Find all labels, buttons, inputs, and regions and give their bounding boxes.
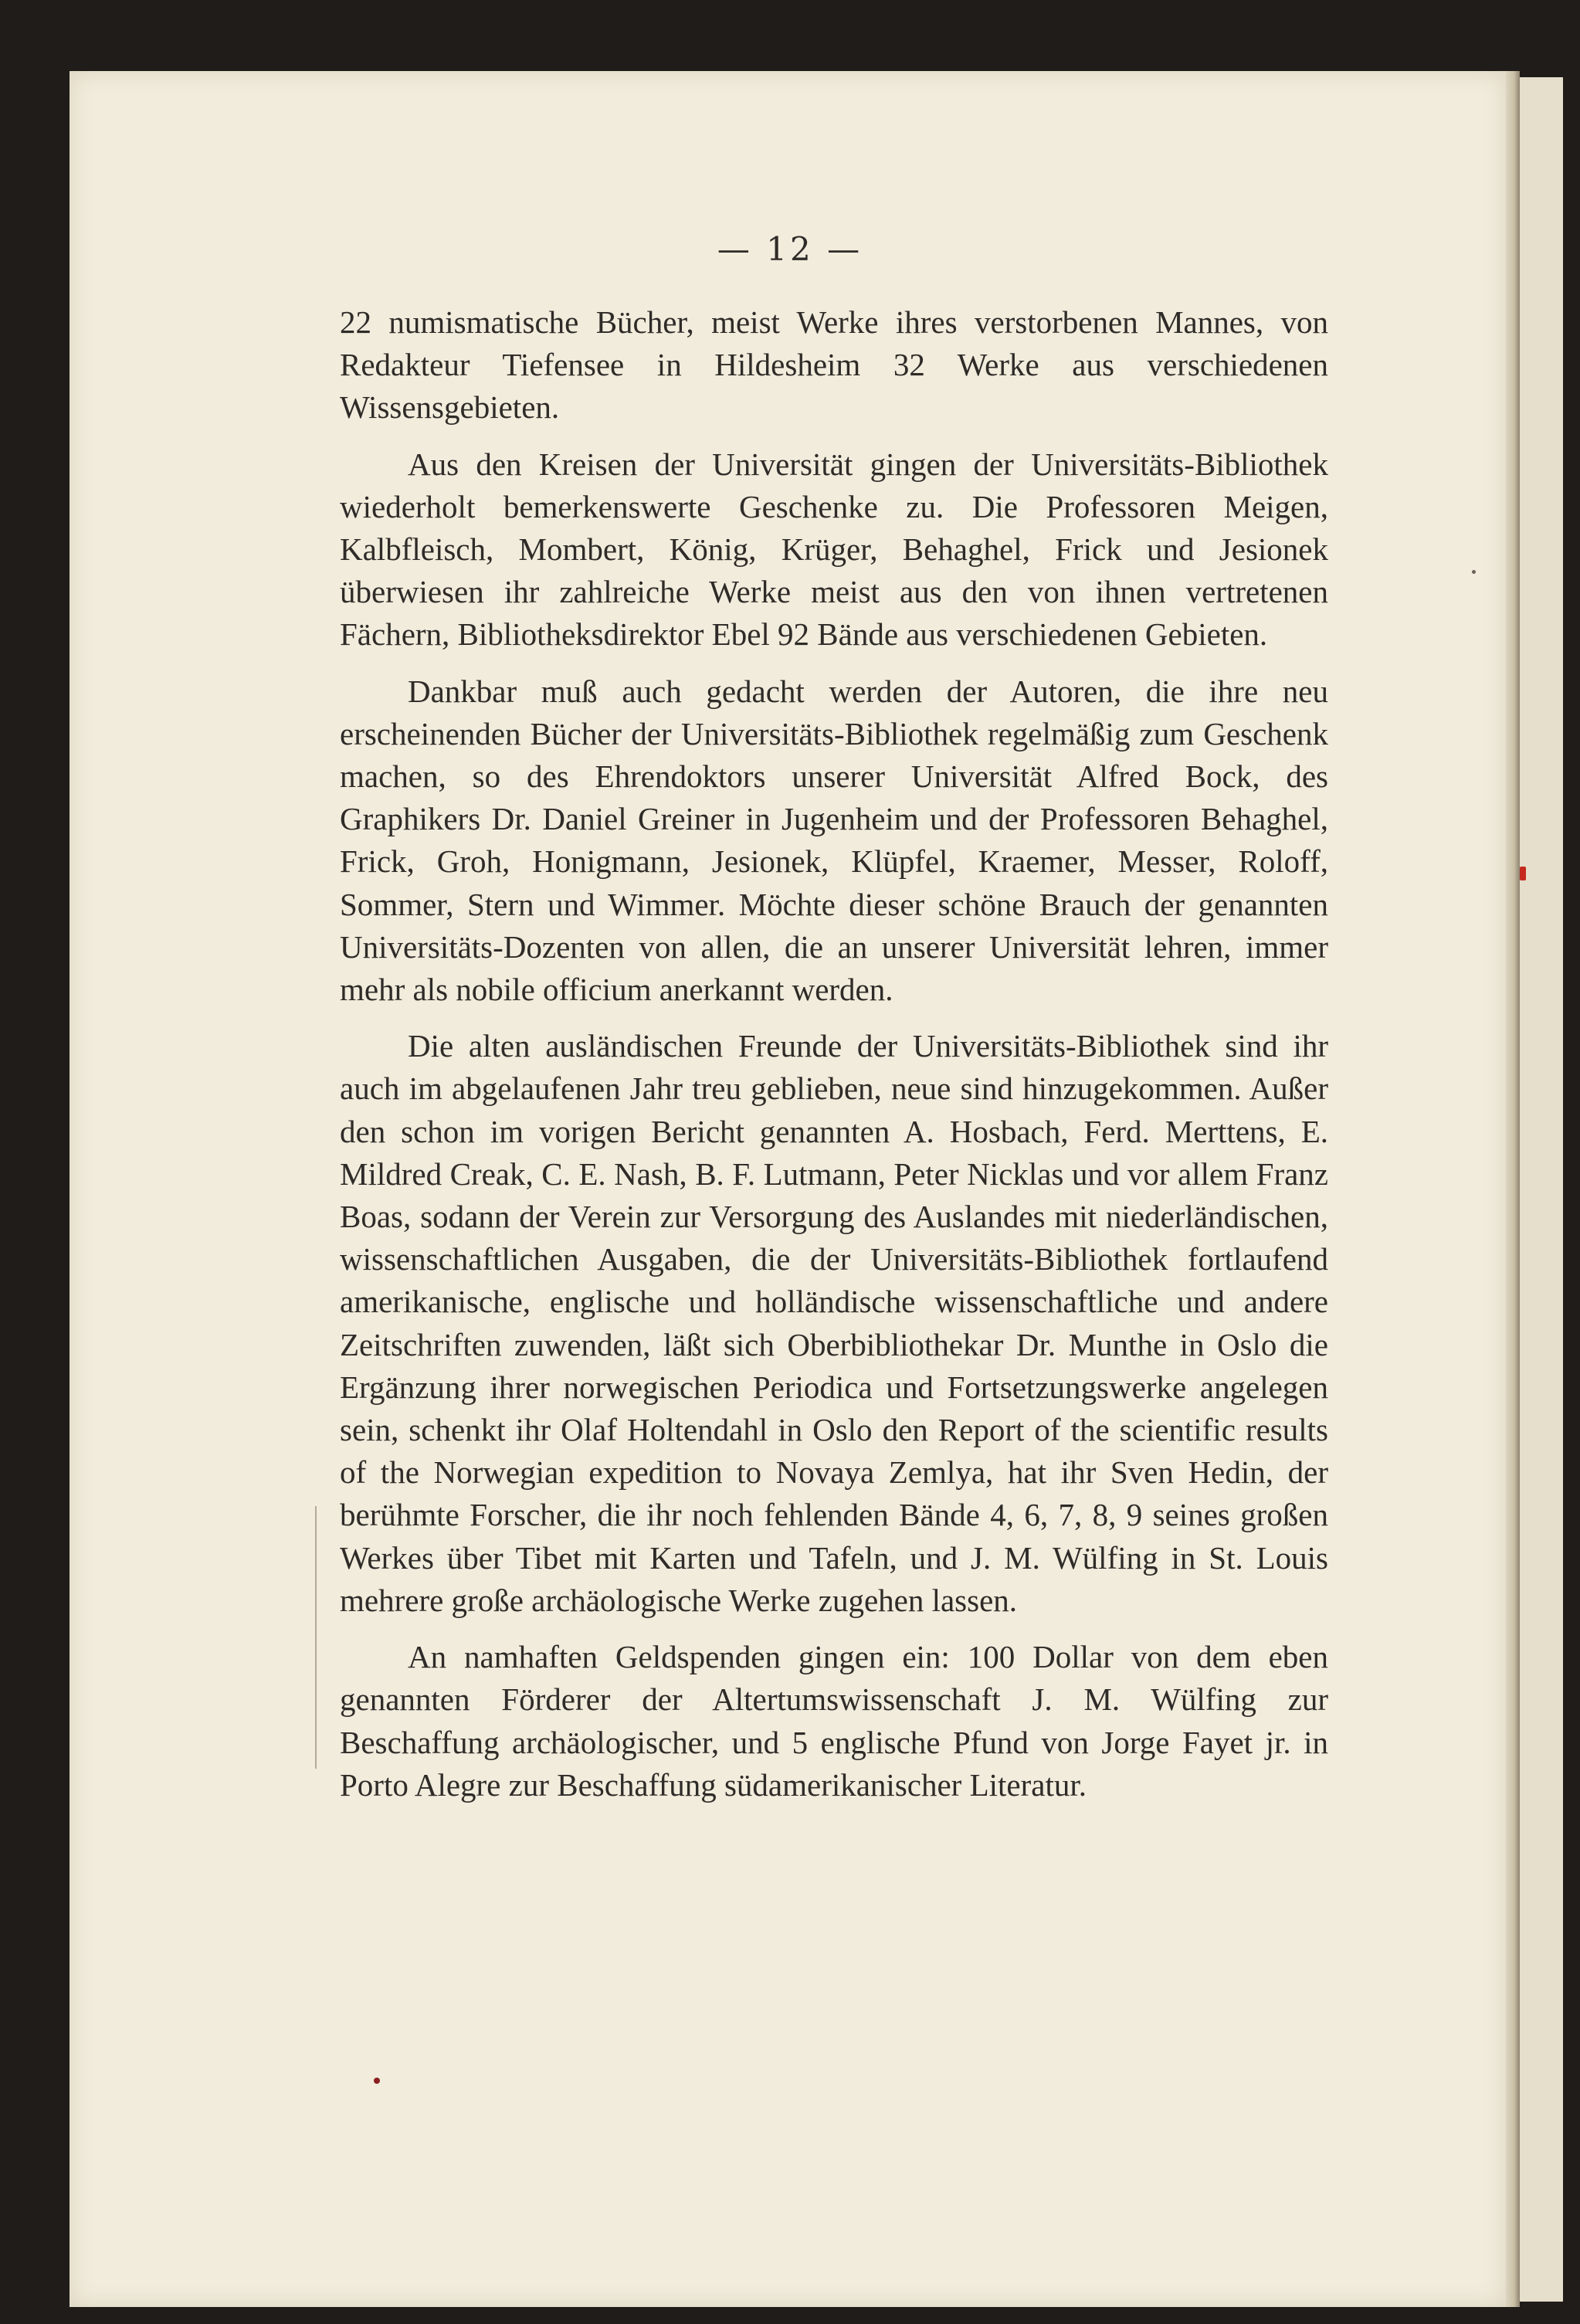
margin-dot-right	[1472, 570, 1476, 574]
page-number: — 12 —	[717, 230, 863, 268]
page-edge	[1506, 71, 1520, 2307]
corner-mark	[1520, 867, 1526, 880]
next-page-strip	[1520, 77, 1563, 2302]
paragraph-3: Dankbar muß auch gedacht werden der Autoren, die ihre neu erscheinenden Bücher der Universitäts-Bibliothek regelmäßig zum Geschenk machen, so des Ehrendoktors unserer Universität Alfred Bock, des Graphikers Dr. Daniel Greiner in Jugenheim und der Professoren Behaghel, Frick, Groh, Honigmann, Jesionek, Klüpfel, Kraemer, Messer, Roloff, Sommer, Stern und Wimmer. Möchte dieser schöne Brauch der genannten Universitäts-Dozenten von allen, die an unserer Universität lehren, immer mehr als nobile officium anerkannt werden.	[340, 673, 1328, 1008]
paragraph-4: Die alten ausländischen Freunde der Universitäts-Bibliothek sind ihr auch im abgelaufenen Jahr treu geblieben, neue sind hinzugekommen. Außer den schon im vorigen Bericht genannten A. Hosbach, Ferd. Merttens, E. Mildred Creak, C. E. Nash, B. F. Lutmann, Peter Nicklas und vor allem Franz Boas, sodann der Verein zur Versorgung des Auslandes mit niederländischen, wissenschaftlichen Ausgaben, die der Universitäts-Bibliothek fortlaufend amerikanische, englische und holländische wissenschaftliche und andere Zeitschriften zuwenden, läßt sich Oberbibliothekar Dr. Munthe in Oslo die Ergänzung ihrer norwegischen Periodica und Fortsetzungswerke angelegen sein, schenkt ihr Olaf Holtendahl in Oslo den Report of the scientific results of the Norwegian expedition to Novaya Zemlya, hat ihr Sven Hedin, der berühmte Forscher, die ihr noch fehlenden Bände 4, 6, 7, 8, 9 seines großen Werkes über Tibet mit Karten und Tafeln, und J. M. Wülfing in St. Louis mehrere große archäologische Werke zugehen lassen.	[340, 1028, 1328, 1618]
body-text	[340, 301, 1328, 1820]
margin-pencil-line	[315, 1506, 317, 1769]
paragraph-5: An namhaften Geldspenden gingen ein: 100 Dollar von dem eben genannten Förderer der Altertumswissenschaft J. M. Wülfing zur Beschaffung archäologischer, und 5 englische Pfund von Jorge Fayet jr. in Porto Alegre zur Beschaffung südamerikanischer Literatur.	[340, 1639, 1328, 1803]
paragraph-2: Aus den Kreisen der Universität gingen der Universitäts-Bibliothek wiederholt bemerkenswerte Geschenke zu. Die Professoren Meigen, Kalbfleisch, Mombert, König, Krüger, Behaghel, Frick und Jesionek überwiesen ihr zahlreiche Werke meist aus den von ihnen vertretenen Fächern, Bibliotheksdirektor Ebel 92 Bände aus verschiedenen Gebieten.	[340, 446, 1328, 653]
margin-dot-left	[374, 2078, 380, 2084]
paragraph-1: 22 numismatische Bücher, meist Werke ihres verstorbenen Mannes, von Redakteur Tiefensee in Hildesheim 32 Werke aus verschiedenen Wissensgebieten.	[340, 304, 1328, 426]
